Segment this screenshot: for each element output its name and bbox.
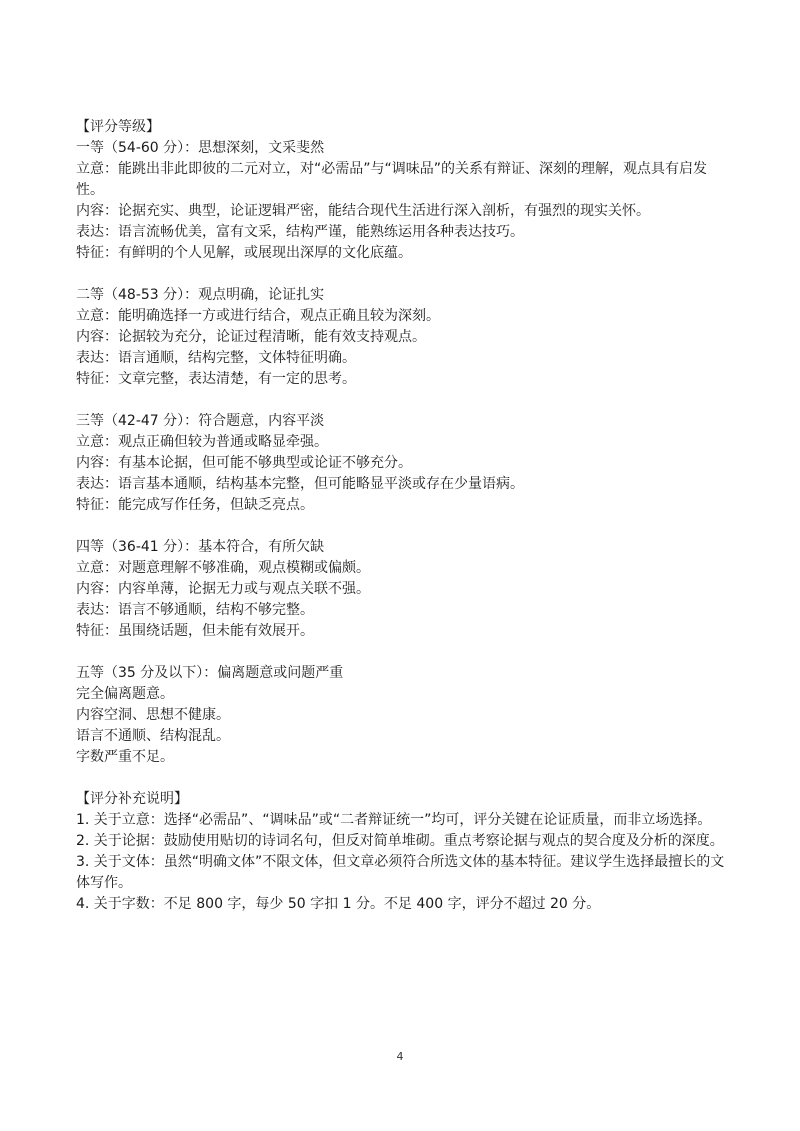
grade-line: 内容：有基本论据，但可能不够典型或论证不够充分。 — [76, 455, 412, 471]
grade-block-4 — [76, 537, 726, 642]
grade-block-1 — [76, 138, 726, 264]
grade-line: 立意：能跳出非此即彼的二元对立，对“必需品”与“调味品”的关系有辩证、深刻的理解，观点具有启发性。 — [76, 161, 708, 198]
grade-line: 特征：能完成写作任务，但缺乏亮点。 — [76, 497, 314, 513]
grade-title: 三等（42-47 分）：符合题意，内容平淡 — [76, 413, 325, 429]
grade-title: 二等（48-53 分）：观点明确，论证扎实 — [76, 287, 325, 303]
grade-block-5 — [76, 663, 726, 768]
grade-line: 特征：有鲜明的个人见解，或展现出深厚的文化底蕴。 — [76, 245, 412, 261]
supplementary-notes-section — [76, 789, 726, 915]
section-heading-grading-levels: 【评分等级】 — [76, 119, 160, 135]
grade-line: 表达：语言通顺，结构完整，文体特征明确。 — [76, 350, 356, 366]
grade-line: 特征：虽围绕话题，但未能有效展开。 — [76, 623, 314, 639]
grade-title: 四等（36-41 分）：基本符合，有所欠缺 — [76, 539, 325, 555]
note-item: 4. 关于字数：不足 800 字，每少 50 字扣 1 分。不足 400 字，评分不超过 20 分。 — [76, 896, 601, 912]
note-item: 3. 关于文体：虽然“明确文体”不限文体，但文章必须符合所选文体的基本特征。建议学生选择最擅长的文体写作。 — [76, 854, 725, 891]
grade-line: 内容：论据较为充分，论证过程清晰，能有效支持观点。 — [76, 329, 426, 345]
note-item: 2. 关于论据：鼓励使用贴切的诗词名句，但反对简单堆砌。重点考察论据与观点的契合度及分析的深度。 — [76, 833, 724, 849]
grade-line: 字数严重不足。 — [76, 749, 174, 765]
grade-line: 表达：语言基本通顺，结构基本完整，但可能略显平淡或存在少量语病。 — [76, 476, 524, 492]
grade-title: 五等（35 分及以下）：偏离题意或问题严重 — [76, 665, 344, 681]
grade-line: 立意：能明确选择一方或进行结合，观点正确且较为深刻。 — [76, 308, 440, 324]
note-item: 1. 关于立意：选择“必需品”、“调味品”或“二者辩证统一”均可，评分关键在论证质量，而非立场选择。 — [76, 812, 712, 828]
grade-line: 内容空洞、思想不健康。 — [76, 707, 230, 723]
grading-levels-section — [76, 117, 726, 264]
page-number: 4 — [396, 1050, 404, 1063]
grade-line: 内容：论据充实、典型，论证逻辑严密，能结合现代生活进行深入剖析，有强烈的现实关怀。 — [76, 203, 650, 219]
grade-title: 一等（54-60 分）：思想深刻，文采斐然 — [76, 140, 325, 156]
document-body — [76, 117, 726, 915]
grade-line: 完全偏离题意。 — [76, 686, 174, 702]
grade-block-3 — [76, 411, 726, 516]
grade-line: 表达：语言不够通顺，结构不够完整。 — [76, 602, 314, 618]
grade-line: 特征：文章完整，表达清楚，有一定的思考。 — [76, 371, 356, 387]
grade-block-2 — [76, 285, 726, 390]
grade-line: 立意：观点正确但较为普通或略显牵强。 — [76, 434, 328, 450]
grade-line: 表达：语言流畅优美，富有文采，结构严谨，能熟练运用各种表达技巧。 — [76, 224, 524, 240]
grade-line: 语言不通顺、结构混乱。 — [76, 728, 230, 744]
section-heading-supplementary-notes: 【评分补充说明】 — [76, 791, 188, 807]
grade-line: 内容：内容单薄，论据无力或与观点关联不强。 — [76, 581, 370, 597]
grade-line: 立意：对题意理解不够准确，观点模糊或偏颇。 — [76, 560, 370, 576]
